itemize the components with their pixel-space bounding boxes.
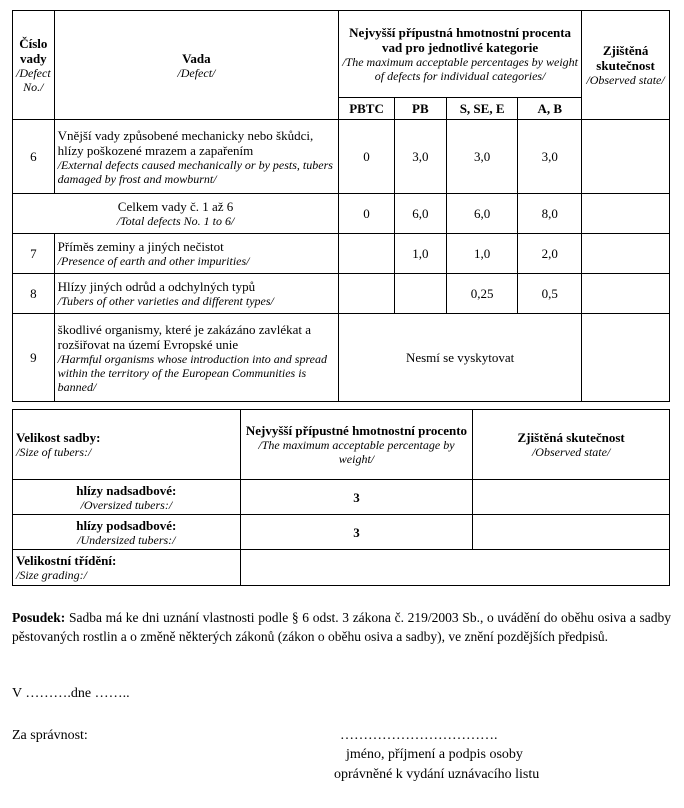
signature-label: Za správnost:: [12, 728, 88, 743]
oversized-label: hlízy nadsadbové: /Oversized tubers:/: [13, 480, 241, 515]
value-pbtc: [339, 234, 395, 274]
value-a-b: 3,0: [518, 120, 582, 194]
signature-dots: …………………………….: [340, 728, 498, 743]
defect-no: 8: [13, 274, 55, 314]
observed-cell: [582, 234, 670, 274]
table-row: [13, 314, 670, 402]
table-row: [13, 120, 670, 194]
table-row: [13, 194, 670, 234]
signature-authorized-line: oprávněné k vydání uznávacího listu: [334, 767, 540, 782]
cat-pbtc: PBTC: [339, 98, 395, 120]
value-a-b: 0,5: [518, 274, 582, 314]
place-date-line: V ……….dne ……..: [12, 686, 130, 701]
value-pb: 1,0: [394, 234, 446, 274]
defect-text: škodlivé organismy, které je zakázáno zavlékat a rozšiřovat na území Evropské unie /Harmful organisms whose introduction into and spread within the territory of the European Communities is banned/: [54, 314, 338, 402]
table-row: [13, 515, 670, 550]
value-a-b: 2,0: [518, 234, 582, 274]
defect-no: 9: [13, 314, 55, 402]
value-s-se-e: 0,25: [446, 274, 518, 314]
col-observed-header: Zjištěná skutečnost /Observed state/: [582, 11, 670, 120]
value-a-b: 8,0: [518, 194, 582, 234]
col-max-header: Nejvyšší přípustná hmotnostní procenta vad pro jednotlivé kategorie /The maximum acceptable percentages by weight of defects for individual categories/: [339, 11, 582, 98]
cat-a-b: A, B: [518, 98, 582, 120]
cat-pb: PB: [394, 98, 446, 120]
size-grading-label: Velikostní třídění: /Size grading:/: [13, 550, 241, 586]
value-pbtc: [339, 274, 395, 314]
undersized-label: hlízy podsadbové: /Undersized tubers:/: [13, 515, 241, 550]
observed-cell: [582, 194, 670, 234]
assessment-text: Sadba má ke dni uznání vlastnosti podle § 6 odst. 3 zákona č. 219/2003 Sb., o uvádění do oběhu osiva a sadby pěstovaných rostlin a o změně některých zákonů (zákon o oběhu osiva a sadby), ve znění pozdějších předpisů.: [12, 610, 671, 644]
cat-s-se-e: S, SE, E: [446, 98, 518, 120]
table-row: [13, 550, 670, 586]
table-row: [13, 480, 670, 515]
total-defects-label: Celkem vady č. 1 až 6 /Total defects No. 1 to 6/: [13, 194, 339, 234]
table-row: [13, 234, 670, 274]
col-size-header: Velikost sadby: /Size of tubers:/: [13, 410, 241, 480]
defect-no: 7: [13, 234, 55, 274]
signature-name-line: jméno, příjmení a podpis osoby: [346, 747, 523, 762]
defect-no: 6: [13, 120, 55, 194]
defect-text: Příměs zeminy a jiných nečistot /Presence of earth and other impurities/: [54, 234, 338, 274]
col-defect-no-header: Číslo vady /Defect No./: [13, 11, 55, 120]
defects-table: [12, 10, 670, 402]
must-not-occur: Nesmí se vyskytovat: [339, 314, 582, 402]
observed-cell: [473, 515, 670, 550]
col-max-percentage-header: Nejvyšší přípustné hmotnostní procento /The maximum acceptable percentage by weight/: [240, 410, 473, 480]
undersized-value: 3: [240, 515, 473, 550]
defect-text: Hlízy jiných odrůd a odchylných typů /Tubers of other varieties and different types/: [54, 274, 338, 314]
value-s-se-e: 6,0: [446, 194, 518, 234]
size-table: [12, 409, 670, 586]
assessment-paragraph: [12, 608, 671, 646]
defect-text: Vnější vady způsobené mechanicky nebo škůdci, hlízy poškozené mrazem a zapařením /External defects caused mechanically or by pests, tubers damaged by frost and mowburnt/: [54, 120, 338, 194]
observed-cell: [473, 480, 670, 515]
observed-cell: [582, 314, 670, 402]
value-pb: [394, 274, 446, 314]
assessment-label: Posudek:: [12, 610, 66, 625]
value-s-se-e: 3,0: [446, 120, 518, 194]
value-s-se-e: 1,0: [446, 234, 518, 274]
value-pb: 3,0: [394, 120, 446, 194]
table-row: [13, 274, 670, 314]
value-pbtc: 0: [339, 194, 395, 234]
value-pbtc: 0: [339, 120, 395, 194]
observed-cell: [582, 120, 670, 194]
value-pb: 6,0: [394, 194, 446, 234]
oversized-value: 3: [240, 480, 473, 515]
size-grading-value: [240, 550, 669, 586]
col-observed-header: Zjištěná skutečnost /Observed state/: [473, 410, 670, 480]
observed-cell: [582, 274, 670, 314]
col-defect-header: Vada /Defect/: [54, 11, 338, 120]
